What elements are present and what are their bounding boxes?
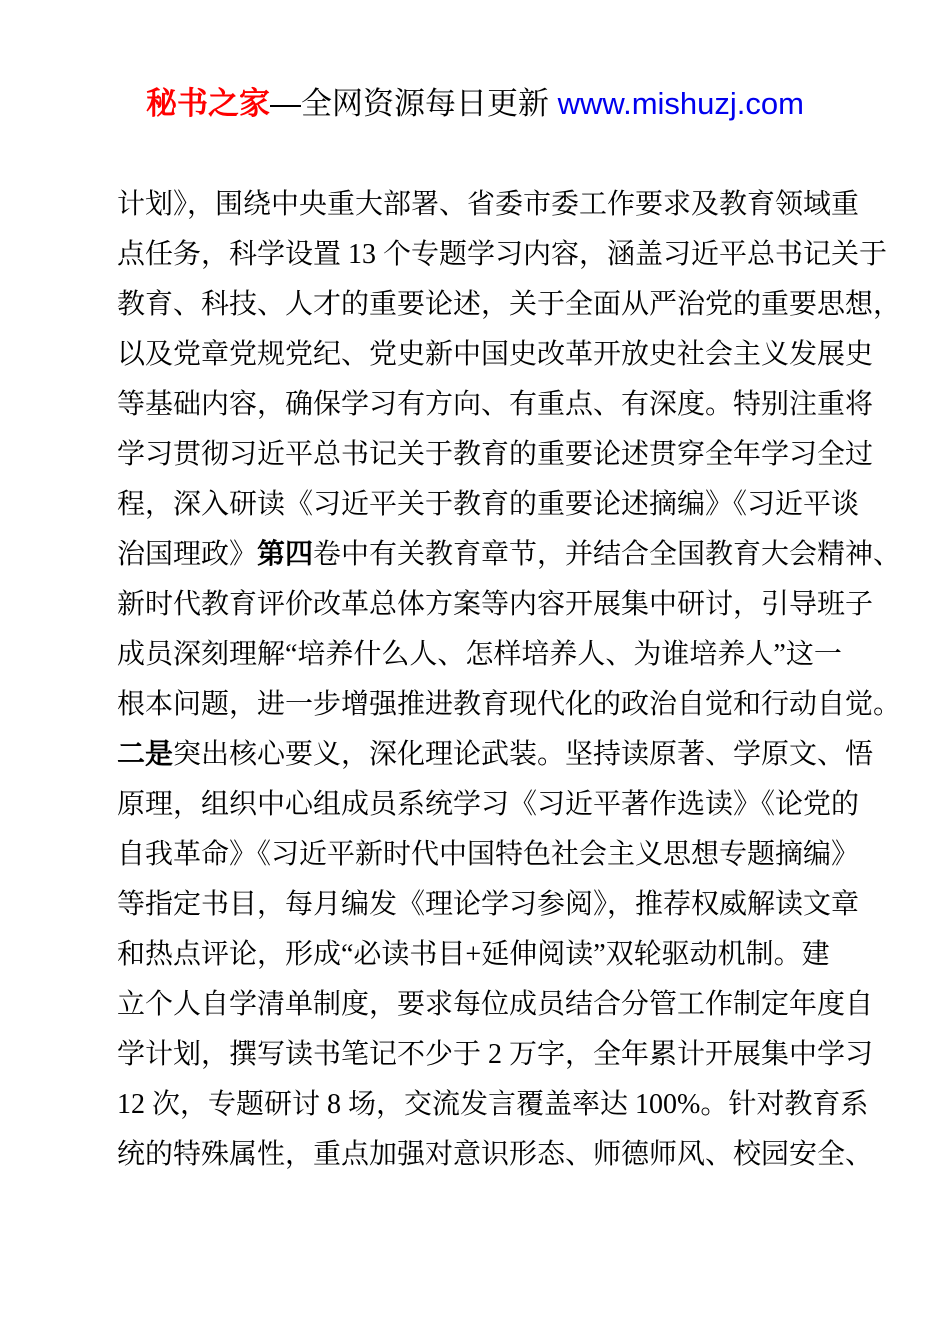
text-line: [117, 1030, 874, 1080]
text-line: [117, 630, 847, 680]
text-line: [117, 1080, 869, 1130]
text-segment: 和热点评论，形成“必读书目+延伸阅读”双轮驱动机制。建: [117, 939, 830, 970]
text-segment: 立个人自学清单制度，要求每位成员结合分管工作制定年度自: [117, 989, 874, 1020]
text-segment: 新时代教育评价改革总体方案等内容开展集中研讨，引导班子: [117, 589, 874, 620]
text-line: [117, 580, 874, 630]
text-segment: 治国理政》: [117, 539, 258, 570]
text-segment-bold: 第四: [257, 539, 314, 570]
text-segment: 成员深刻理解“培养什么人、怎样培养人、为谁培养人”这一: [117, 639, 842, 670]
text-segment: 学计划，撰写读书笔记不少于 2 万字，全年累计开展集中学习: [117, 1039, 874, 1070]
text-line: [117, 280, 902, 330]
text-segment: 根本问题，进一步增强推进教育现代化的政治自觉和行动自觉。: [117, 689, 902, 720]
text-line: [117, 930, 847, 980]
text-line: [117, 830, 860, 880]
text-segment: 点任务，科学设置 13 个专题学习内容，涵盖习近平总书记关于: [117, 239, 888, 270]
text-line: [117, 680, 902, 730]
document-body: [117, 180, 902, 1180]
text-line: [117, 880, 860, 930]
text-line: [117, 780, 860, 830]
text-segment: 教育、科技、人才的重要论述，关于全面从严治党的重要思想，: [117, 289, 902, 320]
text-segment: 自我革命》《习近平新时代中国特色社会主义思想专题摘编》: [117, 839, 860, 870]
text-line: [117, 530, 902, 580]
text-segment: 计划》，围绕中央重大部署、省委市委工作要求及教育领域重: [117, 189, 860, 220]
text-segment-bold: 二是: [117, 739, 174, 770]
text-segment: 等基础内容，确保学习有方向、有重点、有深度。特别注重将: [117, 389, 874, 420]
text-line: [117, 430, 874, 480]
text-segment: 12 次，专题研讨 8 场，交流发言覆盖率达 100%。针对教育系: [117, 1089, 869, 1120]
text-line: [117, 480, 860, 530]
text-segment: 程，深入研读《习近平关于教育的重要论述摘编》《习近平谈: [117, 489, 860, 520]
text-line: [117, 330, 874, 380]
header-url-link[interactable]: www.mishuzj.com: [557, 86, 804, 121]
text-segment: 原理，组织中心组成员系统学习《习近平著作选读》《论党的: [117, 789, 860, 820]
text-segment: 等指定书目，每月编发《理论学习参阅》，推荐权威解读文章: [117, 889, 860, 920]
text-segment: 以及党章党规党纪、党史新中国史改革开放史社会主义发展史: [117, 339, 874, 370]
text-segment: 突出核心要义，深化理论武装。坚持读原著、学原文、悟: [173, 739, 874, 770]
header-tagline: —全网资源每日更新: [270, 86, 558, 121]
text-segment: 学习贯彻习近平总书记关于教育的重要论述贯穿全年学习全过: [117, 439, 874, 470]
site-header: [0, 84, 950, 124]
text-segment: 统的特殊属性，重点加强对意识形态、师德师风、校园安全、: [117, 1139, 874, 1170]
text-line: [117, 180, 860, 230]
text-segment: 卷中有关教育章节，并结合全国教育大会精神、: [313, 539, 902, 570]
text-line: [117, 230, 888, 280]
text-line: [117, 1130, 874, 1180]
text-line: [117, 380, 874, 430]
text-line: [117, 730, 874, 780]
brand-name: 秘书之家: [146, 86, 271, 121]
text-line: [117, 980, 874, 1030]
